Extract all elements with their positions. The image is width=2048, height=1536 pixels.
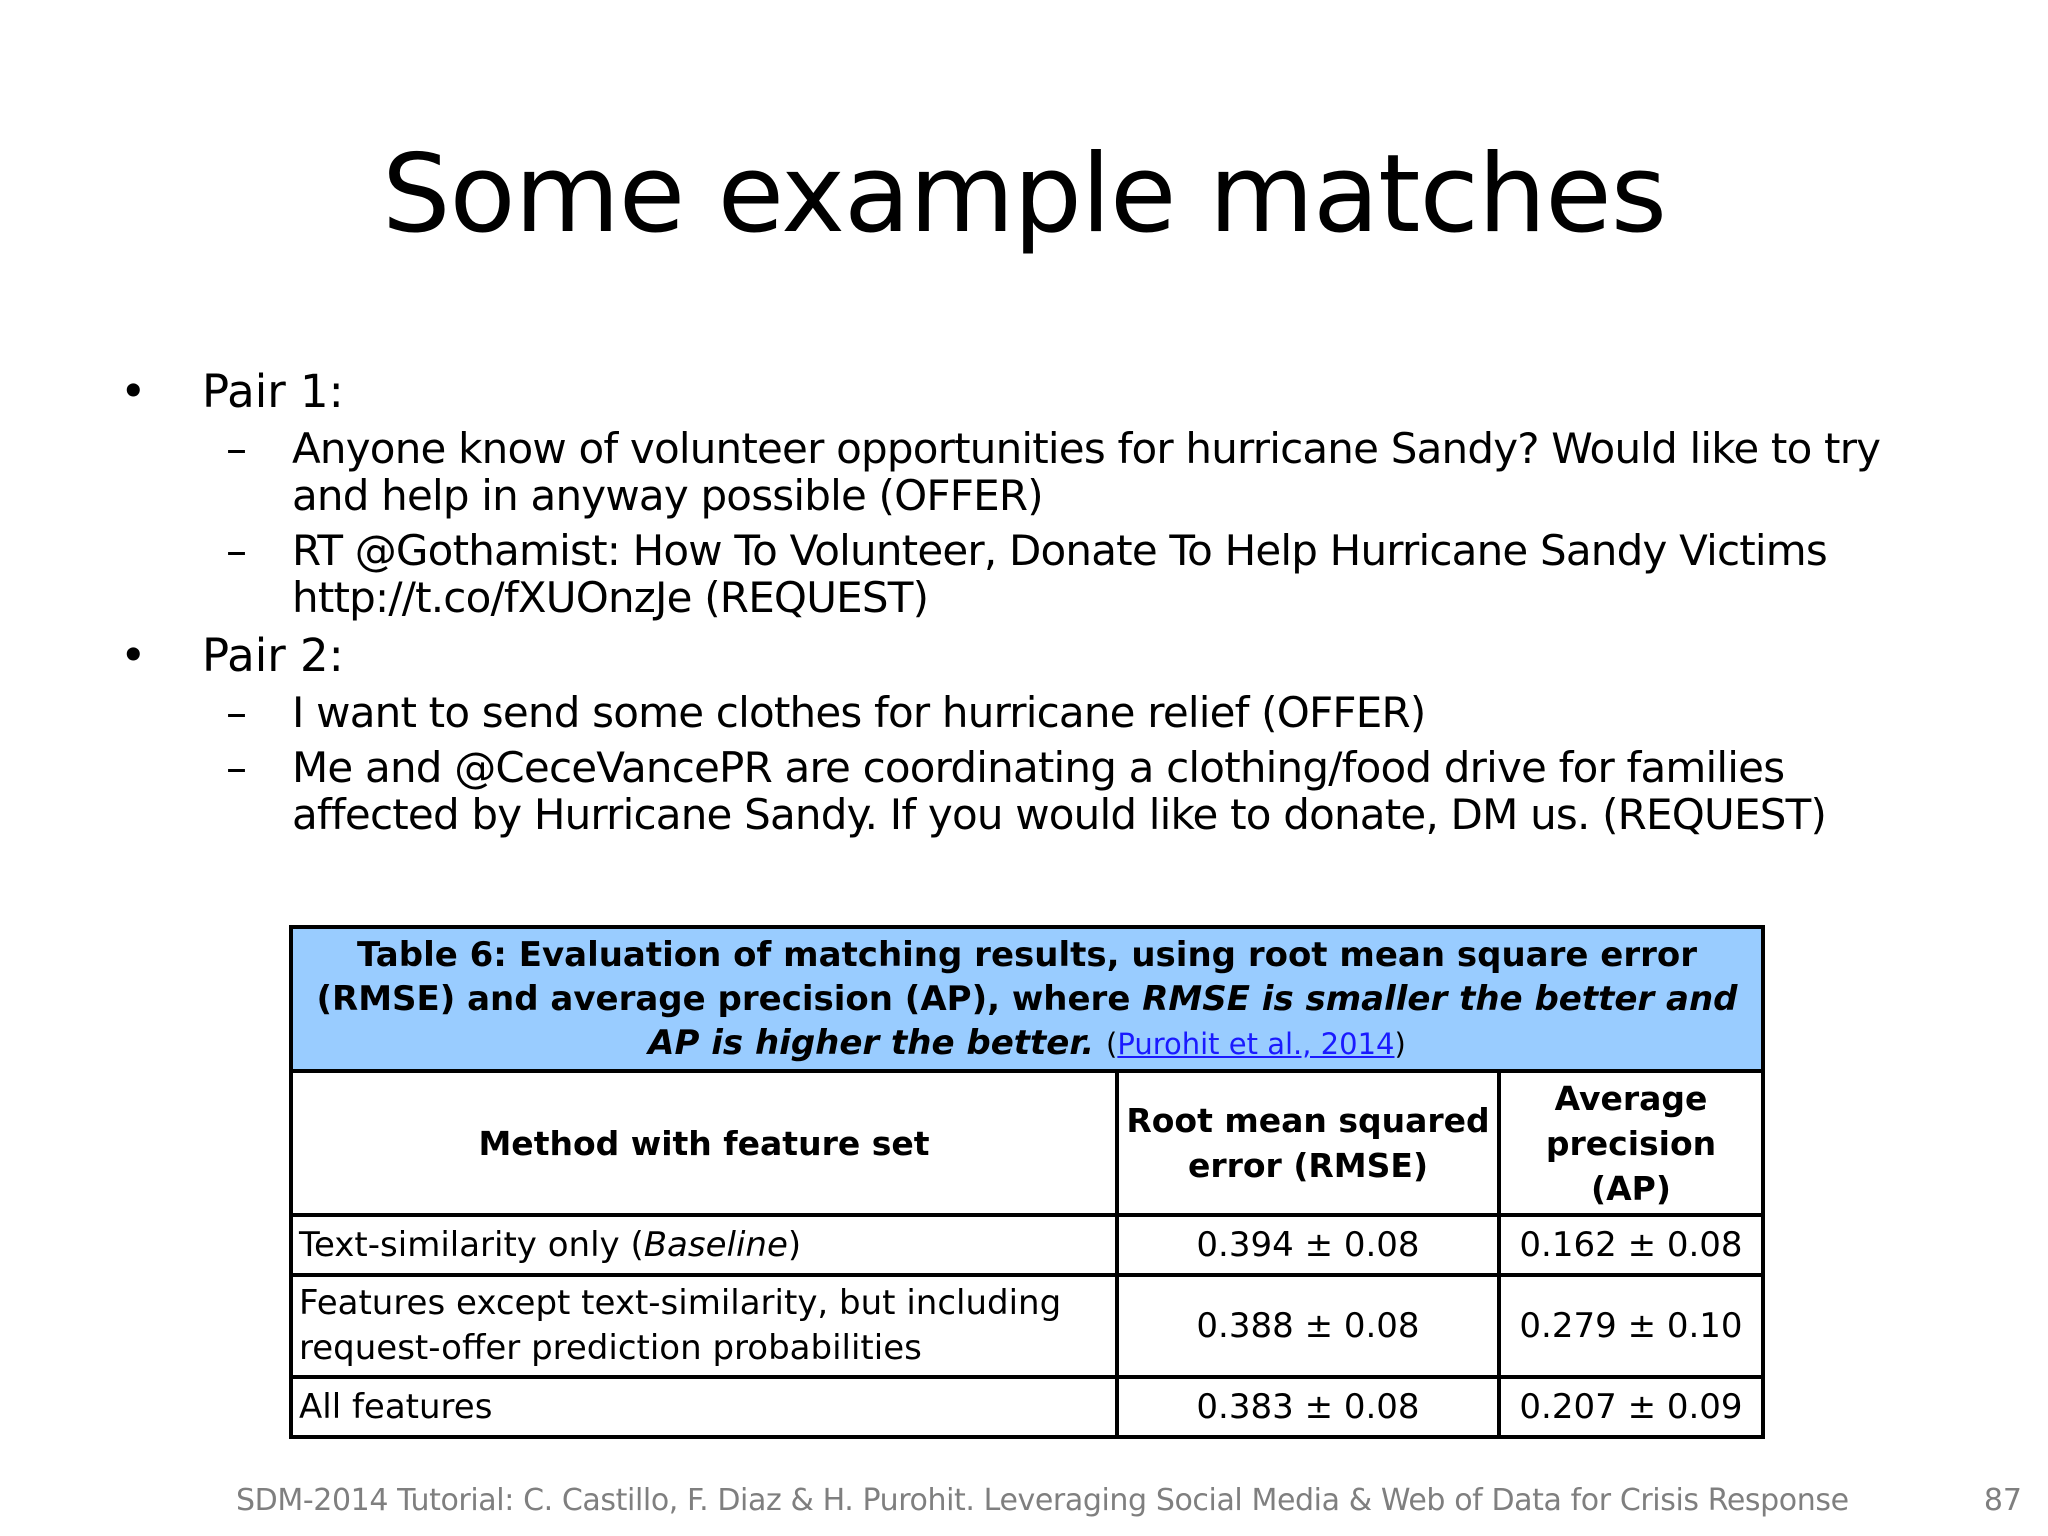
bullet-label: Pair 1: [202, 365, 344, 418]
footer-citation: SDM-2014 Tutorial: C. Castillo, F. Diaz & H. Purohit. Leveraging Social Media & Web of Data for Crisis Response [236, 1483, 1849, 1518]
table-row [291, 1215, 1763, 1275]
results-table [289, 925, 1765, 1439]
cell-rmse: 0.383 ± 0.08 [1117, 1377, 1499, 1437]
sub-bullet-list [120, 689, 1960, 838]
bullet-marker: • [120, 629, 147, 682]
sub-bullet-item [226, 743, 1960, 839]
bullet-pair-1 [120, 365, 1960, 419]
header-rmse: Root mean squared error (RMSE) [1117, 1071, 1499, 1215]
cell-ap: 0.207 ± 0.09 [1499, 1377, 1763, 1437]
page-number: 87 [1983, 1483, 2022, 1518]
sub-bullet-item [226, 526, 1960, 622]
sub-bullet-list [120, 425, 1960, 621]
cell-ap: 0.279 ± 0.10 [1499, 1275, 1763, 1377]
sub-bullet-text: RT @Gothamist: How To Volunteer, Donate To Help Hurricane Sandy Victims http://t.co/fXUOnzJe (REQUEST) [292, 526, 1827, 622]
sub-bullet-item [226, 424, 1960, 520]
cell-rmse: 0.394 ± 0.08 [1117, 1215, 1499, 1275]
sub-bullet-item [226, 688, 1960, 737]
caption-emphasis: RMSE is smaller the better and AP is higher the better. [648, 978, 1738, 1063]
cell-method: Features except text-similarity, but including request-offer prediction probabilities [291, 1275, 1117, 1377]
cell-rmse: 0.388 ± 0.08 [1117, 1275, 1499, 1377]
slide-title: Some example matches [381, 132, 1667, 257]
table-row [291, 1377, 1763, 1437]
dash-marker: – [226, 526, 247, 575]
bullet-label: Pair 2: [202, 629, 344, 682]
sub-bullet-text: Me and @CeceVancePR are coordinating a clothing/food drive for families affected by Hurricane Sandy. If you would like to donate, DM us. (REQUEST) [292, 743, 1827, 839]
table-caption [291, 927, 1763, 1071]
dash-marker: – [226, 743, 247, 792]
header-method: Method with feature set [291, 1071, 1117, 1215]
reference-link[interactable]: Purohit et al., 2014 [1117, 1026, 1395, 1061]
sub-bullet-text: Anyone know of volunteer opportunities for hurricane Sandy? Would like to try and help in anyway possible (OFFER) [292, 424, 1881, 520]
caption-reference: (Purohit et al., 2014) [1106, 1026, 1406, 1061]
bullet-pair-2 [120, 629, 1960, 683]
caption-text: Table 6: Evaluation of matching results, using root mean square error (RMSE) and average precision (AP), where [316, 934, 1697, 1019]
dash-marker: – [226, 424, 247, 473]
bullet-marker: • [120, 365, 147, 418]
sub-bullet-text: I want to send some clothes for hurricane relief (OFFER) [292, 688, 1426, 737]
bullet-list [120, 365, 1960, 846]
header-ap: Average precision (AP) [1499, 1071, 1763, 1215]
cell-ap: 0.162 ± 0.08 [1499, 1215, 1763, 1275]
cell-method: All features [291, 1377, 1117, 1437]
table-row [291, 1275, 1763, 1377]
cell-method: Text-similarity only (Baseline) [291, 1215, 1117, 1275]
dash-marker: – [226, 688, 247, 737]
